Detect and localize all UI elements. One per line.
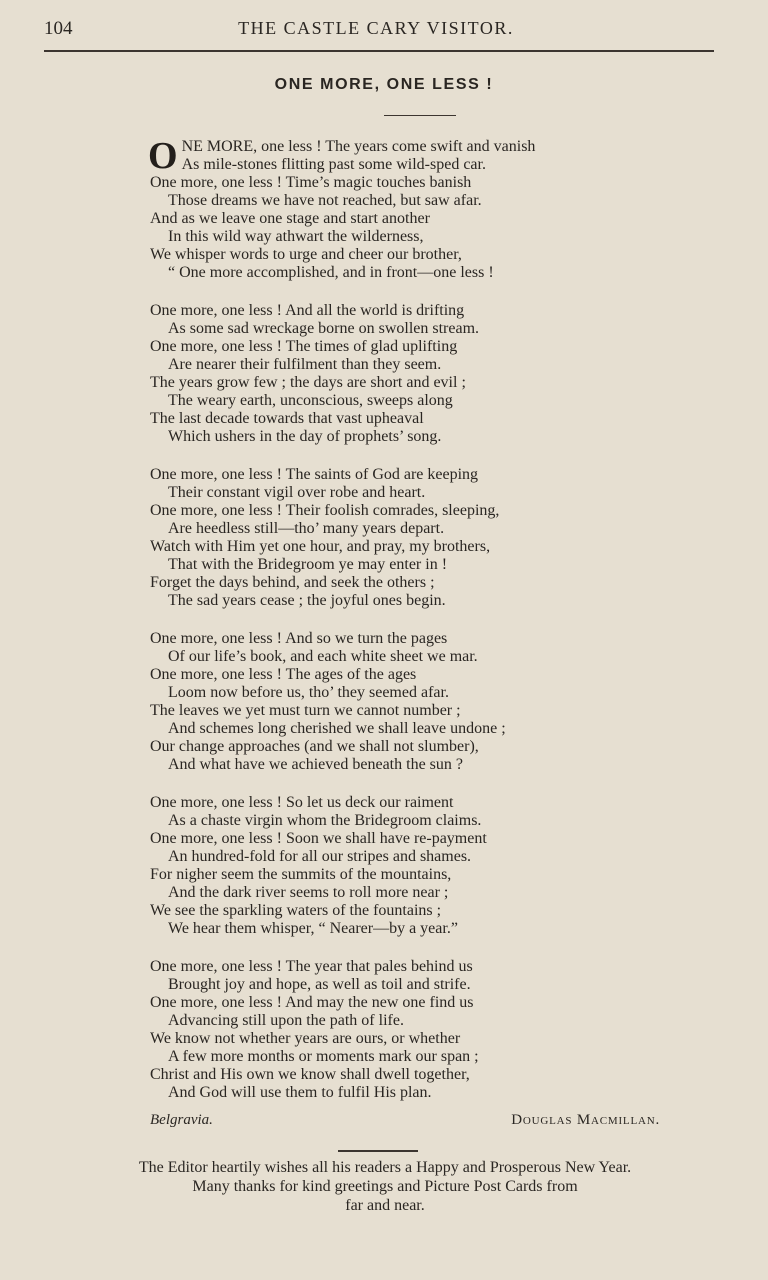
poem-line: One more, one less ! The ages of the ages <box>150 666 417 683</box>
poem-line: Those dreams we have not reached, but saw afar. <box>168 192 482 209</box>
poem-line: One more, one less ! And so we turn the pages <box>150 630 448 647</box>
stanza <box>150 794 670 938</box>
poem-line: “ One more accomplished, and in front—one less ! <box>168 264 494 281</box>
poem-line: One more, one less ! The times of glad uplifting <box>150 338 458 355</box>
poem-line: And the dark river seems to roll more near ; <box>168 884 449 901</box>
poem-line: Watch with Him yet one hour, and pray, my brothers, <box>150 538 491 555</box>
editor-note <box>40 1158 730 1215</box>
page-number: 104 <box>44 18 73 39</box>
poem-line: One more, one less ! And may the new one find us <box>150 994 474 1011</box>
poem-line: We whisper words to urge and cheer our brother, <box>150 246 462 263</box>
poem-line: The leaves we yet must turn we cannot number ; <box>150 702 461 719</box>
poem-line: Loom now before us, tho’ they seemed afar. <box>168 684 449 701</box>
poem-line: One more, one less ! So let us deck our raiment <box>150 794 454 811</box>
poem-line: Forget the days behind, and seek the others ; <box>150 574 435 591</box>
poem-line: The last decade towards that vast upheaval <box>150 410 424 427</box>
poem-line: In this wild way athwart the wilderness, <box>168 228 424 245</box>
poem-line: And what have we achieved beneath the sun ? <box>168 756 463 773</box>
poem-line: Their constant vigil over robe and heart. <box>168 484 426 501</box>
header-rule <box>44 50 714 52</box>
poem-line: One more, one less ! Time’s magic touches banish <box>150 174 472 191</box>
poem-line: And God will use them to fulfil His plan. <box>168 1084 432 1101</box>
poem-line: That with the Bridegroom ye may enter in ! <box>168 556 448 573</box>
stanza <box>150 302 670 446</box>
poem-line: The years grow few ; the days are short and evil ; <box>150 374 466 391</box>
poem-line: One more, one less ! Their foolish comrades, sleeping, <box>150 502 500 519</box>
poem-line: NE MORE, one less ! The years come swift and vanish <box>181 138 536 155</box>
poem-line: Are heedless still—tho’ many years depart. <box>168 520 445 537</box>
poem-line: As mile-stones flitting past some wild-sped car. <box>181 156 486 173</box>
poem-line: Of our life’s book, and each white sheet we mar. <box>168 648 478 665</box>
editor-note-line: far and near. <box>345 1197 425 1214</box>
poem-line: We hear them whisper, “ Nearer—by a year.” <box>168 920 458 937</box>
poem-line: And as we leave one stage and start another <box>150 210 430 227</box>
editor-note-line: The Editor heartily wishes all his readers a Happy and Prosperous New Year. <box>138 1159 632 1176</box>
poem-line: Our change approaches (and we shall not slumber), <box>150 738 479 755</box>
poem-line: And schemes long cherished we shall leave undone ; <box>168 720 506 737</box>
poem-line: One more, one less ! Soon we shall have re-payment <box>150 830 487 847</box>
poem-line: The sad years cease ; the joyful ones begin. <box>168 592 446 609</box>
poem-line: For nigher seem the summits of the mountains, <box>150 866 452 883</box>
poem-line: We know not whether years are ours, or whether <box>150 1030 461 1047</box>
stanza <box>150 466 670 610</box>
poem-line: One more, one less ! The saints of God are keeping <box>150 466 479 483</box>
poem-line: The weary earth, unconscious, sweeps along <box>168 392 453 409</box>
editor-note-line: Many thanks for kind greetings and Picture Post Cards from <box>192 1178 578 1195</box>
stanza <box>150 630 670 774</box>
place-name: Belgravia. <box>150 1112 213 1128</box>
drop-cap: O <box>148 135 178 177</box>
poem-line: One more, one less ! The year that pales behind us <box>150 958 473 975</box>
poem-line: One more, one less ! And all the world is drifting <box>150 302 465 319</box>
poem-line: Are nearer their fulfilment than they seem. <box>168 356 442 373</box>
poem-line: An hundred-fold for all our stripes and shames. <box>168 848 472 865</box>
poem-line: Which ushers in the day of prophets’ song. <box>168 428 442 445</box>
title-rule <box>384 115 456 116</box>
author-name: Douglas Macmillan. <box>511 1112 660 1128</box>
poem-line: Christ and His own we know shall dwell together, <box>150 1066 470 1083</box>
poem-line: As a chaste virgin whom the Bridegroom claims. <box>168 812 482 829</box>
poem-line: As some sad wreckage borne on swollen stream. <box>168 320 480 337</box>
poem-line: Brought joy and hope, as well as toil and strife. <box>168 976 471 993</box>
footer-rule <box>338 1150 418 1152</box>
page-header <box>40 18 712 42</box>
poem-line: Advancing still upon the path of life. <box>168 1012 404 1029</box>
stanza <box>150 958 670 1102</box>
poem-line: We see the sparkling waters of the fountains ; <box>150 902 442 919</box>
running-head: THE CASTLE CARY VISITOR. <box>238 18 514 38</box>
poem-title: ONE MORE, ONE LESS ! <box>274 76 494 93</box>
poem-body <box>148 135 670 1122</box>
poem-line: A few more months or moments mark our span ; <box>168 1048 479 1065</box>
stanza <box>148 135 670 282</box>
poem-signoff <box>150 1112 660 1136</box>
